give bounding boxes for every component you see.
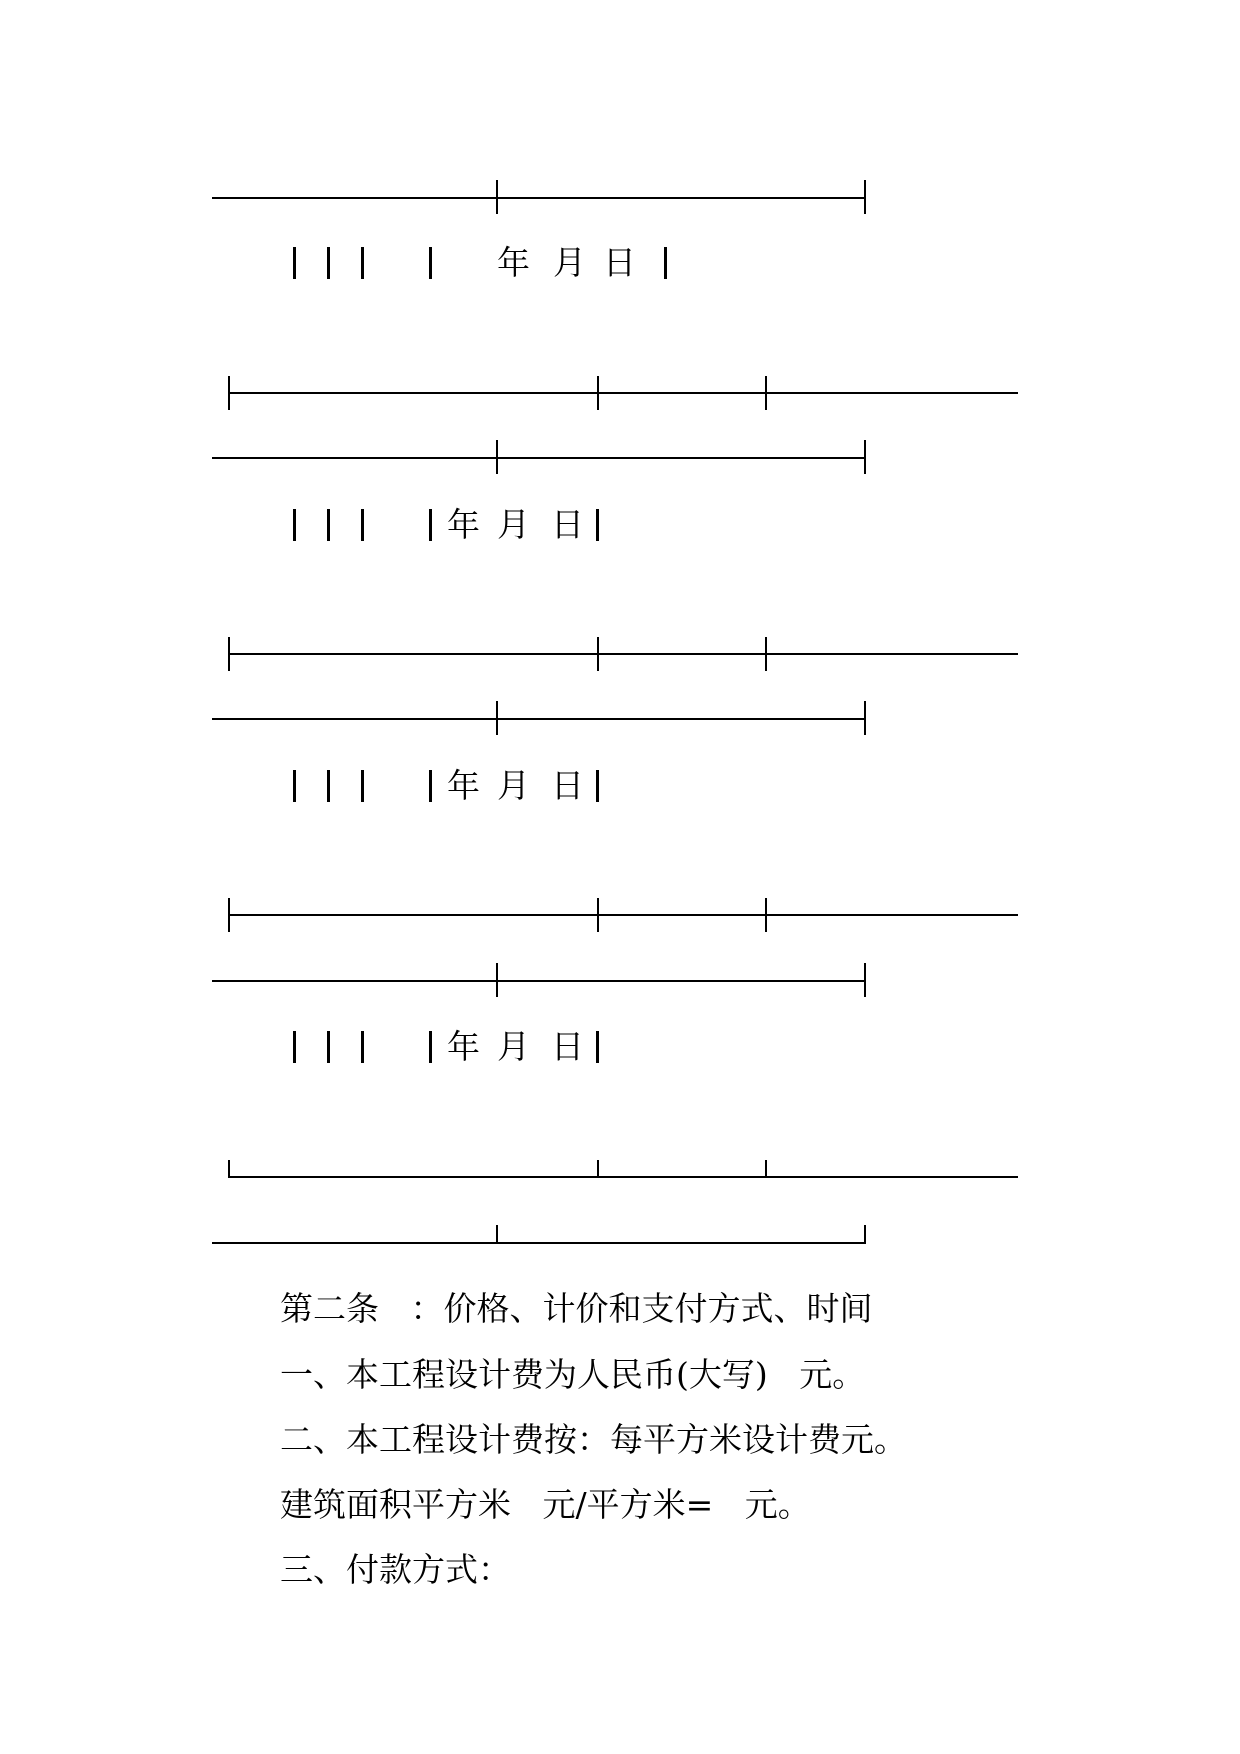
table-rule [212, 197, 866, 199]
table-tick [765, 637, 767, 671]
table-tick [864, 963, 866, 997]
table-tick [597, 376, 599, 410]
table-tick [765, 898, 767, 932]
cell-divider [361, 770, 364, 802]
cell-divider [327, 770, 330, 802]
date-label-month: 月 [497, 1027, 530, 1066]
cell-divider [361, 1031, 364, 1063]
date-label-day: 日 [551, 1027, 584, 1066]
date-label-month: 月 [553, 243, 586, 282]
cell-divider [361, 247, 364, 279]
date-label-year: 年 [497, 243, 530, 282]
table-tick [496, 701, 498, 735]
date-label-day: 日 [551, 766, 584, 805]
table-rule [212, 718, 866, 720]
cell-divider [429, 247, 432, 279]
cell-divider [327, 1031, 330, 1063]
table-rule [212, 980, 866, 982]
building-area-line: 建筑面积平方米 元/平方米= 元。 [280, 1485, 811, 1524]
cell-divider [293, 1031, 296, 1063]
table-tick [864, 1225, 866, 1244]
table-tick [496, 963, 498, 997]
cell-divider [429, 1031, 432, 1063]
cell-divider [293, 247, 296, 279]
cell-divider [596, 770, 599, 802]
payment-method-heading: 三、付款方式： [280, 1550, 511, 1589]
table-tick [864, 701, 866, 735]
date-label-day: 日 [603, 243, 636, 282]
table-tick [765, 376, 767, 410]
cell-divider [361, 509, 364, 541]
cell-divider [596, 1031, 599, 1063]
table-tick [228, 637, 230, 671]
table-tick [228, 1160, 230, 1178]
table-rule [228, 392, 1018, 394]
cell-divider [293, 770, 296, 802]
table-rule [212, 1242, 866, 1244]
cell-divider [429, 509, 432, 541]
table-rule [228, 1176, 1018, 1178]
table-tick [765, 1160, 767, 1178]
table-tick [864, 180, 866, 214]
cell-divider [596, 509, 599, 541]
table-tick [597, 637, 599, 671]
table-rule [228, 653, 1018, 655]
cell-divider [664, 247, 667, 279]
design-fee-per-sqm-line: 二、本工程设计费按：每平方米设计费元。 [280, 1420, 907, 1459]
date-label-month: 月 [497, 766, 530, 805]
table-tick [496, 1225, 498, 1244]
table-tick [496, 440, 498, 474]
table-tick [864, 440, 866, 474]
cell-divider [327, 247, 330, 279]
table-tick [228, 376, 230, 410]
date-label-day: 日 [551, 505, 584, 544]
article-heading: 第二条 ：价格、计价和支付方式、时间 [280, 1289, 873, 1328]
date-label-year: 年 [447, 505, 480, 544]
date-label-month: 月 [497, 505, 530, 544]
table-rule [228, 914, 1018, 916]
table-rule [212, 457, 866, 459]
cell-divider [429, 770, 432, 802]
cell-divider [327, 509, 330, 541]
design-fee-amount-line: 一、本工程设计费为人民币(大写) 元。 [280, 1355, 866, 1394]
table-tick [228, 898, 230, 932]
date-label-year: 年 [447, 1027, 480, 1066]
table-tick [496, 180, 498, 214]
date-label-year: 年 [447, 766, 480, 805]
table-tick [597, 1160, 599, 1178]
cell-divider [293, 509, 296, 541]
table-tick [597, 898, 599, 932]
